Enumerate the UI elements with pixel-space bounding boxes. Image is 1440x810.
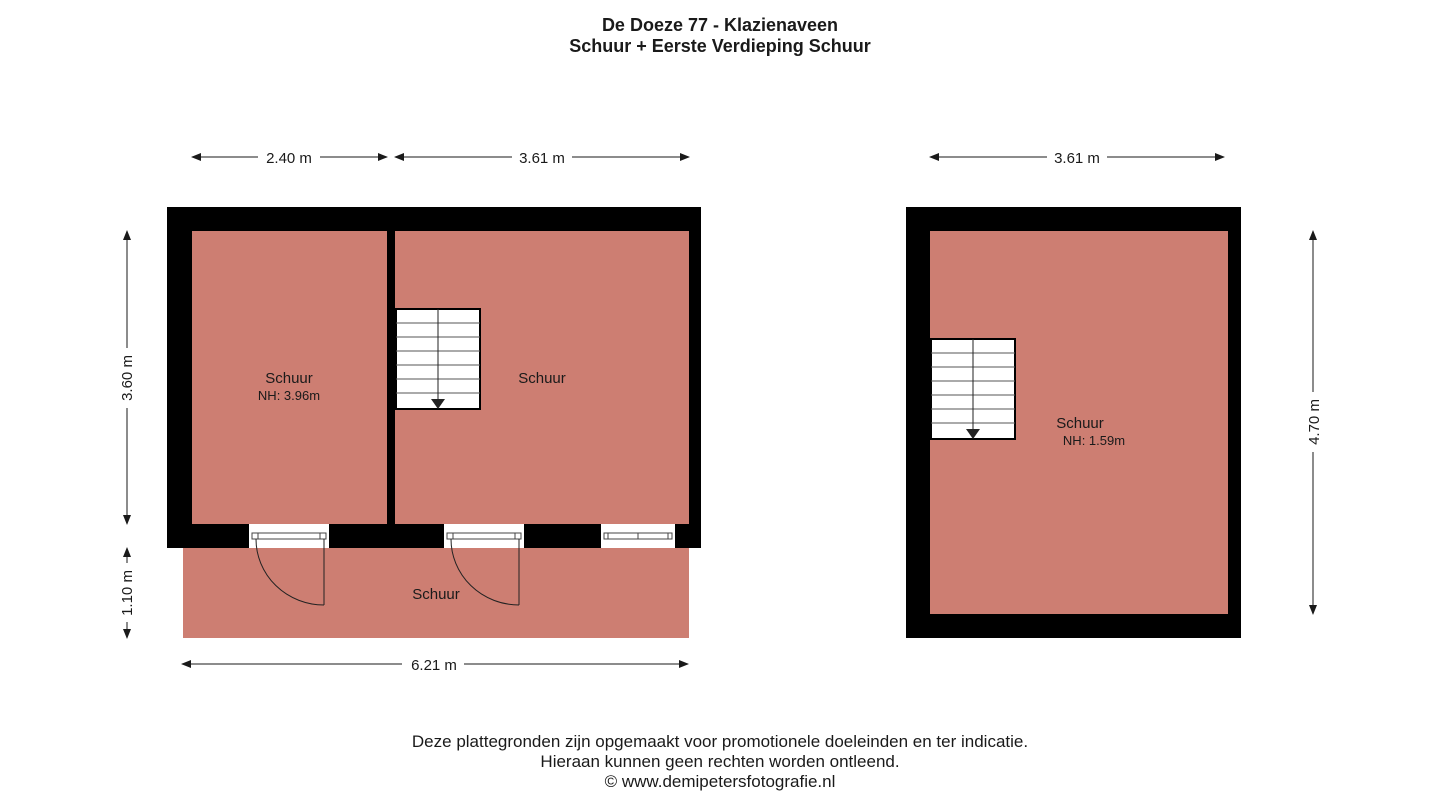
room-left-height: NH: 3.96m xyxy=(257,388,321,403)
dimension-upper-right xyxy=(1306,231,1323,614)
plan-title: De Doeze 77 - Klazienaveen xyxy=(601,15,839,35)
footer-disclaimer-2: Hieraan kunnen geen rechten worden ontleend. xyxy=(540,752,900,771)
dimension-left-main xyxy=(119,231,136,524)
ground-floor-plan xyxy=(119,150,701,674)
footer-disclaimer-1: Deze plattegronden zijn opgemaakt voor promotionele doeleinden en ter indicatie. xyxy=(411,732,1029,751)
dimension-upper-right-label: 4.70 m xyxy=(1306,399,1323,445)
dimension-top-right xyxy=(395,150,689,167)
dimension-left-main-label: 3.60 m xyxy=(119,355,136,401)
dimension-upper-top-label: 3.61 m xyxy=(1054,150,1100,167)
room-right-label: Schuur xyxy=(518,370,566,387)
upper-room-height: NH: 1.59m xyxy=(1062,433,1126,448)
upper-room-label: Schuur xyxy=(1056,415,1104,432)
dimension-left-lower-label: 1.10 m xyxy=(119,570,136,616)
room-lower-label: Schuur xyxy=(412,586,460,603)
footer-copyright: © www.demipetersfotografie.nl xyxy=(604,772,836,791)
window-opening-right xyxy=(601,524,675,548)
dimension-bottom xyxy=(182,657,688,674)
dimension-upper-top xyxy=(930,150,1224,167)
dimension-bottom-label: 6.21 m xyxy=(411,657,457,674)
dimension-top-right-label: 3.61 m xyxy=(519,150,565,167)
dimension-top-left-label: 2.40 m xyxy=(266,150,312,167)
staircase-upper xyxy=(931,339,1015,439)
dimension-left-lower xyxy=(119,548,136,638)
dimension-top-left xyxy=(192,150,387,167)
upper-floor-plan xyxy=(906,150,1323,638)
room-left-label: Schuur xyxy=(265,370,313,387)
staircase-ground xyxy=(396,309,480,409)
plan-subtitle: Schuur + Eerste Verdieping Schuur xyxy=(569,36,871,56)
